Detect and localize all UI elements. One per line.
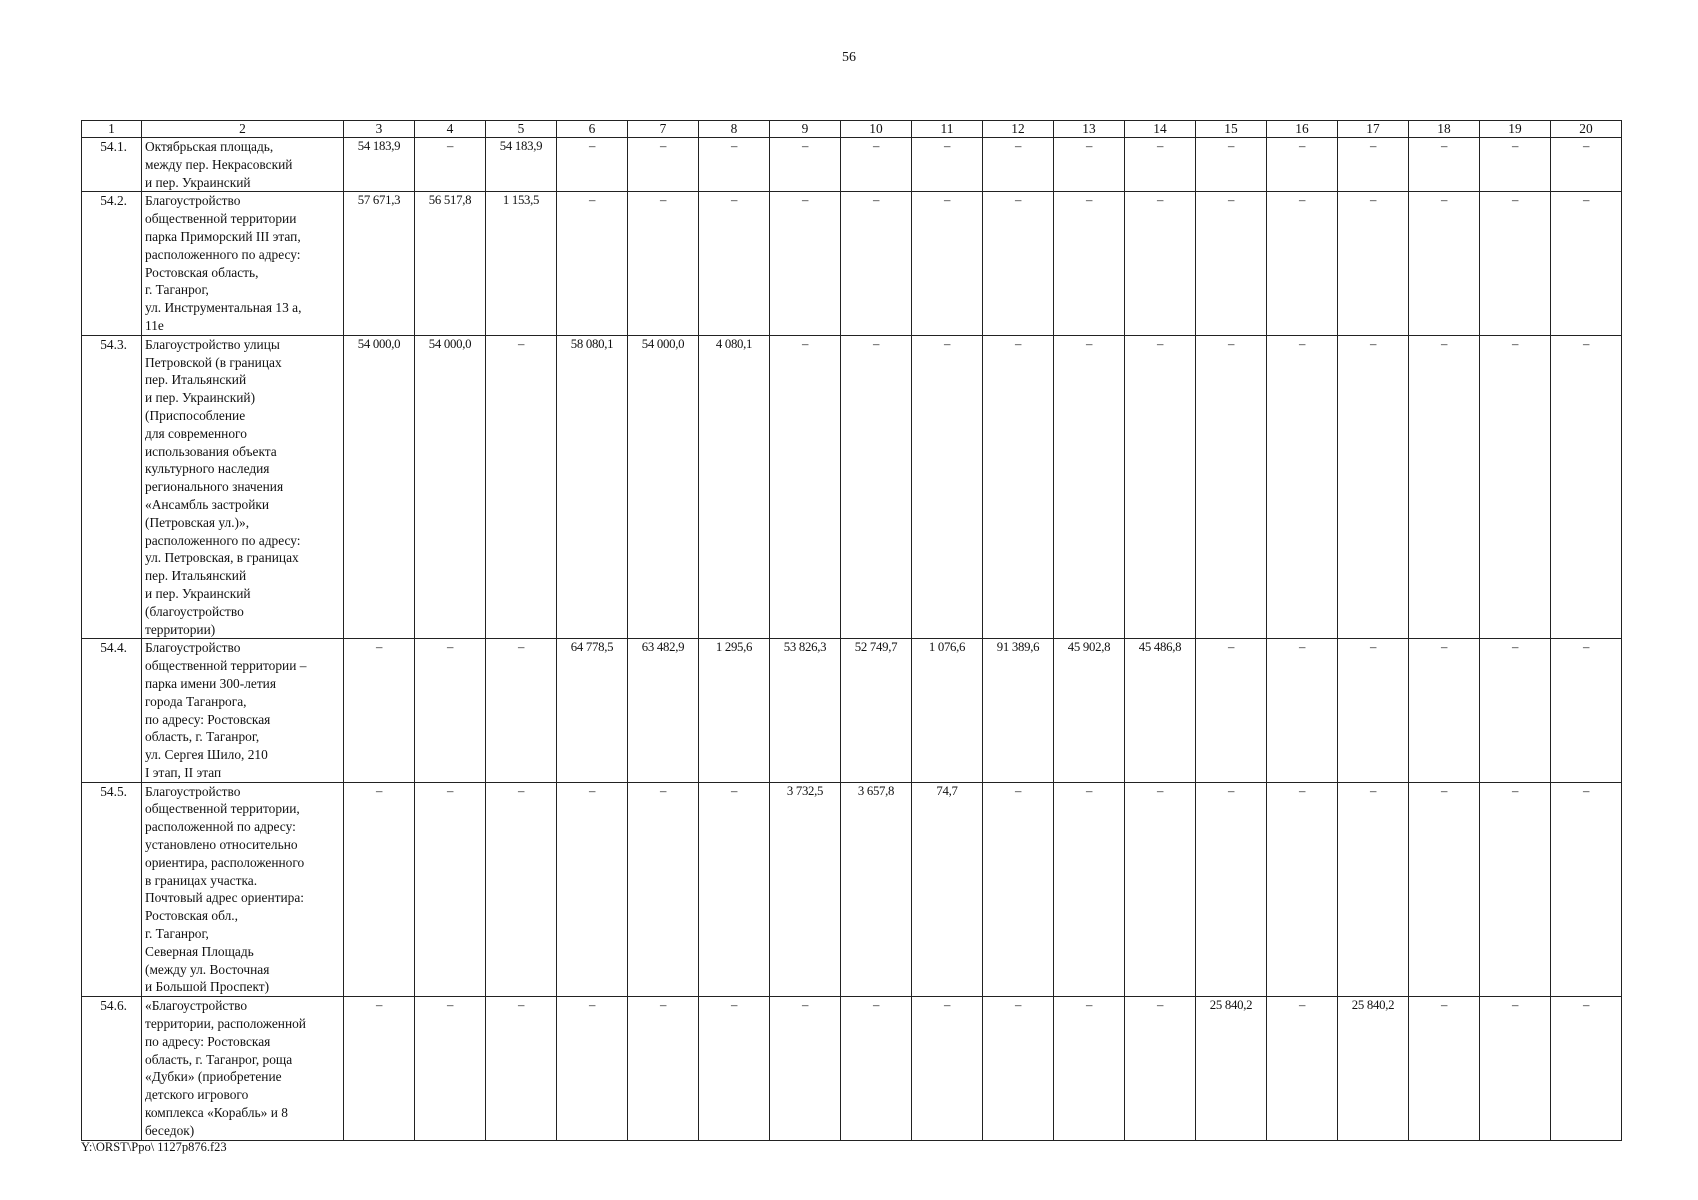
value-cell-col-13: – [1054,335,1125,639]
value-cell-col-13: 45 902,8 [1054,639,1125,782]
value-cell-col-6: – [557,997,628,1140]
column-header-8: 8 [699,121,770,138]
value-cell-col-7: – [628,997,699,1140]
column-header-1: 1 [82,121,142,138]
value-cell-col-8: 1 295,6 [699,639,770,782]
value-cell-col-3: – [344,997,415,1140]
value-cell-col-5: – [486,639,557,782]
column-header-11: 11 [912,121,983,138]
value-cell-col-5: – [486,335,557,639]
value-cell-col-5: 1 153,5 [486,192,557,335]
column-number-row [82,121,1622,138]
value-cell-col-19: – [1480,138,1551,192]
value-cell-col-4: – [415,138,486,192]
table-row [82,192,1622,335]
column-header-18: 18 [1409,121,1480,138]
column-header-20: 20 [1551,121,1622,138]
table-header [82,121,1622,138]
value-cell-col-8: – [699,192,770,335]
value-cell-col-7: – [628,138,699,192]
value-cell-col-17: – [1338,192,1409,335]
value-cell-col-6: – [557,138,628,192]
value-cell-col-10: – [841,192,912,335]
value-cell-col-15: 25 840,2 [1196,997,1267,1140]
value-cell-col-6: 64 778,5 [557,639,628,782]
value-cell-col-10: 3 657,8 [841,782,912,997]
value-cell-col-19: – [1480,335,1551,639]
value-cell-col-11: – [912,335,983,639]
value-cell-col-17: – [1338,639,1409,782]
value-cell-col-17: – [1338,782,1409,997]
value-cell-col-15: – [1196,639,1267,782]
column-header-7: 7 [628,121,699,138]
value-cell-col-3: 54 000,0 [344,335,415,639]
column-header-2: 2 [142,121,344,138]
value-cell-col-10: – [841,138,912,192]
value-cell-col-12: – [983,335,1054,639]
column-header-5: 5 [486,121,557,138]
table-row [82,782,1622,997]
value-cell-col-20: – [1551,335,1622,639]
value-cell-col-9: – [770,138,841,192]
value-cell-col-20: – [1551,138,1622,192]
value-cell-col-8: 4 080,1 [699,335,770,639]
value-cell-col-12: – [983,192,1054,335]
value-cell-col-16: – [1267,782,1338,997]
value-cell-col-4: 56 517,8 [415,192,486,335]
value-cell-col-16: – [1267,138,1338,192]
value-cell-col-5: 54 183,9 [486,138,557,192]
value-cell-col-7: 54 000,0 [628,335,699,639]
value-cell-col-14: – [1125,782,1196,997]
table-row [82,997,1622,1140]
value-cell-col-18: – [1409,138,1480,192]
column-header-9: 9 [770,121,841,138]
table-row [82,335,1622,639]
value-cell-col-9: – [770,335,841,639]
value-cell-col-6: – [557,192,628,335]
value-cell-col-6: 58 080,1 [557,335,628,639]
value-cell-col-20: – [1551,782,1622,997]
value-cell-col-14: – [1125,997,1196,1140]
value-cell-col-19: – [1480,639,1551,782]
value-cell-col-4: – [415,782,486,997]
value-cell-col-17: – [1338,138,1409,192]
value-cell-col-18: – [1409,335,1480,639]
value-cell-col-7: – [628,192,699,335]
value-cell-col-15: – [1196,192,1267,335]
value-cell-col-8: – [699,997,770,1140]
object-name: Октябрьская площадь, между пер. Некрасовский и пер. Украинский [142,138,344,192]
value-cell-col-3: – [344,782,415,997]
column-header-10: 10 [841,121,912,138]
value-cell-col-10: 52 749,7 [841,639,912,782]
value-cell-col-18: – [1409,997,1480,1140]
value-cell-col-11: 74,7 [912,782,983,997]
value-cell-col-9: 53 826,3 [770,639,841,782]
table-body [82,138,1622,1141]
row-index: 54.5. [82,782,142,997]
budget-table-container [81,120,1617,1141]
value-cell-col-13: – [1054,782,1125,997]
value-cell-col-19: – [1480,997,1551,1140]
row-index: 54.3. [82,335,142,639]
column-header-14: 14 [1125,121,1196,138]
value-cell-col-13: – [1054,138,1125,192]
column-header-15: 15 [1196,121,1267,138]
value-cell-col-17: 25 840,2 [1338,997,1409,1140]
value-cell-col-20: – [1551,192,1622,335]
value-cell-col-18: – [1409,782,1480,997]
object-name: «Благоустройство территории, расположенной по адресу: Ростовская область, г. Таганрог, роща «Дубки» (приобретение детского игрового комплекса «Корабль» и 8 беседок) [142,997,344,1140]
value-cell-col-11: – [912,138,983,192]
value-cell-col-7: – [628,782,699,997]
value-cell-col-6: – [557,782,628,997]
value-cell-col-10: – [841,335,912,639]
value-cell-col-12: 91 389,6 [983,639,1054,782]
value-cell-col-20: – [1551,639,1622,782]
value-cell-col-16: – [1267,192,1338,335]
value-cell-col-3: 54 183,9 [344,138,415,192]
row-index: 54.4. [82,639,142,782]
value-cell-col-14: – [1125,138,1196,192]
value-cell-col-15: – [1196,782,1267,997]
value-cell-col-19: – [1480,192,1551,335]
value-cell-col-13: – [1054,997,1125,1140]
table-row [82,639,1622,782]
value-cell-col-18: – [1409,192,1480,335]
value-cell-col-19: – [1480,782,1551,997]
value-cell-col-16: – [1267,997,1338,1140]
value-cell-col-10: – [841,997,912,1140]
column-header-12: 12 [983,121,1054,138]
value-cell-col-11: – [912,192,983,335]
column-header-4: 4 [415,121,486,138]
value-cell-col-13: – [1054,192,1125,335]
value-cell-col-3: 57 671,3 [344,192,415,335]
value-cell-col-17: – [1338,335,1409,639]
budget-table [81,120,1622,1141]
value-cell-col-16: – [1267,335,1338,639]
column-header-3: 3 [344,121,415,138]
column-header-13: 13 [1054,121,1125,138]
table-row [82,138,1622,192]
value-cell-col-14: – [1125,192,1196,335]
value-cell-col-16: – [1267,639,1338,782]
value-cell-col-8: – [699,782,770,997]
value-cell-col-18: – [1409,639,1480,782]
value-cell-col-14: 45 486,8 [1125,639,1196,782]
page-number: 56 [842,50,856,65]
value-cell-col-4: – [415,639,486,782]
value-cell-col-14: – [1125,335,1196,639]
value-cell-col-9: – [770,997,841,1140]
object-name: Благоустройство общественной территории – парка имени 300-летия города Таганрога, по адресу: Ростовская область, г. Таганрог, ул. Сергея Шило, 210 I этап, II этап [142,639,344,782]
column-header-6: 6 [557,121,628,138]
column-header-16: 16 [1267,121,1338,138]
column-header-17: 17 [1338,121,1409,138]
value-cell-col-5: – [486,782,557,997]
footer-file-path: Y:\ORST\Ppo\ 1127p876.f23 [81,1140,227,1154]
value-cell-col-15: – [1196,335,1267,639]
row-index: 54.1. [82,138,142,192]
value-cell-col-4: – [415,997,486,1140]
value-cell-col-12: – [983,138,1054,192]
value-cell-col-7: 63 482,9 [628,639,699,782]
value-cell-col-11: 1 076,6 [912,639,983,782]
value-cell-col-3: – [344,639,415,782]
object-name: Благоустройство улицы Петровской (в границах пер. Итальянский и пер. Украинский) (Приспособление для современного использования объекта культурного наследия регионального значения «Ансамбль застройки (Петровская ул.)», расположенного по адресу: ул. Петровская, в границах пер. Итальянский и пер. Украинский (благоустройство территории) [142,335,344,639]
row-index: 54.6. [82,997,142,1140]
object-name: Благоустройство общественной территории парка Приморский III этап, расположенного по адресу: Ростовская область, г. Таганрог, ул. Инструментальная 13 а, 11е [142,192,344,335]
value-cell-col-12: – [983,997,1054,1140]
row-index: 54.2. [82,192,142,335]
value-cell-col-20: – [1551,997,1622,1140]
value-cell-col-9: 3 732,5 [770,782,841,997]
value-cell-col-9: – [770,192,841,335]
value-cell-col-11: – [912,997,983,1140]
value-cell-col-5: – [486,997,557,1140]
column-header-19: 19 [1480,121,1551,138]
value-cell-col-12: – [983,782,1054,997]
object-name: Благоустройство общественной территории, расположенной по адресу: установлено относительно ориентира, расположенного в границах участка. Почтовый адрес ориентира: Ростовская обл., г. Таганрог, Северная Площадь (между ул. Восточная и Большой Проспект) [142,782,344,997]
value-cell-col-8: – [699,138,770,192]
value-cell-col-4: 54 000,0 [415,335,486,639]
value-cell-col-15: – [1196,138,1267,192]
